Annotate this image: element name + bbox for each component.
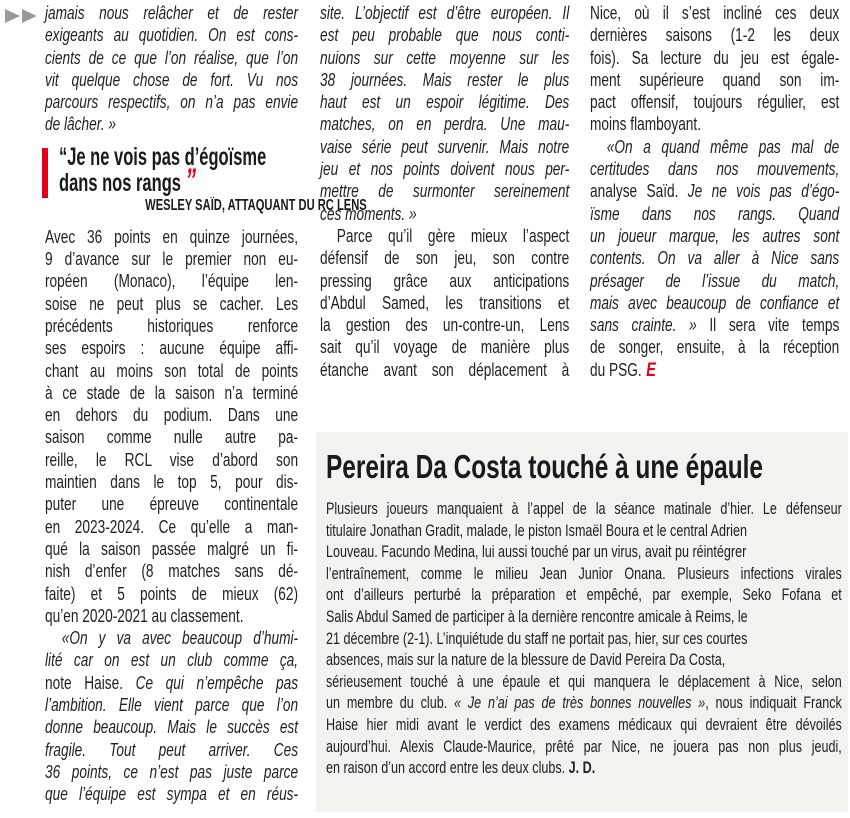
text-line bbox=[45, 560, 298, 582]
italic-text: exigeants au quotidien. On est cons- bbox=[45, 25, 299, 46]
pull-quote bbox=[45, 142, 367, 216]
text-line bbox=[326, 584, 842, 606]
text: nish d’enfer (8 matches sans dé- bbox=[45, 561, 299, 582]
italic-text: jamais nous relâcher et de rester bbox=[45, 3, 299, 23]
text: 21 décembre (2-1). L’inquiétude du staff ne portait pas, hier, sur ces courtes bbox=[326, 628, 748, 648]
text: Il sera vite temps bbox=[696, 315, 840, 336]
text-line bbox=[590, 314, 839, 336]
text-line bbox=[590, 2, 839, 24]
italic-text: vit quelque chose de fort. Vu nos bbox=[45, 69, 299, 90]
text: en 2023-2024. Ce qu’elle a man- bbox=[45, 516, 299, 537]
text-line bbox=[45, 404, 298, 426]
sidebar-box bbox=[316, 432, 848, 812]
italic-text: donne beaucoup. Mais le succès est bbox=[45, 717, 299, 738]
text: saison comme nulle autre pa- bbox=[45, 427, 299, 448]
italic-text: « Je n’ai pas de très bonnes nouvelles » bbox=[454, 693, 706, 713]
italic-text: un joueur marque, les autres sont bbox=[590, 225, 840, 246]
text: Parce qu’il gère mieux l’aspect bbox=[336, 225, 570, 246]
lequipe-e-logo-icon: E bbox=[646, 359, 656, 381]
italic-text: 36 points, ce n’est pas juste parce bbox=[45, 761, 299, 782]
text-line bbox=[45, 270, 298, 292]
text: faite) et 5 points de mieux (62) bbox=[45, 583, 299, 604]
text-line bbox=[45, 538, 298, 560]
text-line bbox=[45, 113, 298, 135]
text-line bbox=[590, 113, 839, 135]
text: précédents historiques renforce bbox=[45, 315, 299, 336]
italic-text: présager de l’issue du match, bbox=[590, 270, 840, 291]
text-line bbox=[320, 314, 569, 336]
text-line bbox=[45, 516, 298, 538]
text: pact offensif, toujours régulier, est bbox=[590, 92, 840, 113]
text: moins flamboyant. bbox=[590, 114, 702, 135]
text-line bbox=[320, 180, 569, 202]
italic-text: Je ne vois pas d’égo- bbox=[687, 181, 840, 202]
italic-text: certitudes dans nos mouvements, bbox=[590, 159, 840, 180]
text-line bbox=[590, 247, 839, 269]
text-line bbox=[45, 672, 298, 694]
text: reille, le RCL vise d’abord son bbox=[45, 449, 299, 470]
article-body-column-3 bbox=[590, 2, 839, 381]
text-line bbox=[320, 47, 569, 69]
text-line bbox=[45, 47, 298, 69]
text-line bbox=[590, 69, 839, 91]
article-body-column-1 bbox=[45, 226, 298, 806]
text-line bbox=[326, 649, 842, 671]
text-line bbox=[45, 24, 298, 46]
italic-text: Ce qui n’empêche pas bbox=[135, 672, 299, 693]
text-line bbox=[326, 541, 842, 563]
text: aujourd’hui. Alexis Claude-Maurice, prêté par Nice, ne jouera pas non plus jeudi, bbox=[326, 736, 842, 756]
italic-text: l’ambition. Elle vient parce que l’on bbox=[45, 695, 299, 716]
text-line bbox=[320, 113, 569, 135]
text: de songer, ensuite, à la réception bbox=[590, 337, 840, 358]
text-line bbox=[326, 606, 842, 628]
text-line bbox=[590, 24, 839, 46]
italic-text: 38 journées. Mais rester le plus bbox=[320, 69, 570, 90]
quote-paragraph-top bbox=[45, 2, 298, 136]
text: dernières saisons (1-2 les deux bbox=[590, 25, 840, 46]
italic-text: ïsme dans nos rangs. Quand bbox=[590, 203, 840, 224]
italic-text: contents. On va aller à Nice sans bbox=[590, 248, 840, 269]
text-line bbox=[590, 225, 839, 247]
text-line bbox=[320, 24, 569, 46]
text-line bbox=[590, 270, 839, 292]
text: en raison d’un accord entre les deux clubs. bbox=[326, 758, 569, 778]
text-line bbox=[45, 315, 298, 337]
text-line bbox=[590, 359, 839, 381]
text-line bbox=[45, 493, 298, 515]
pull-quote-author: WESLEY SAÏD, ATTAQUANT DU RC LENS bbox=[145, 196, 367, 214]
text-line bbox=[320, 91, 569, 113]
text-line bbox=[45, 226, 298, 248]
text-line bbox=[320, 2, 569, 24]
text: note Haise. bbox=[45, 672, 136, 693]
text: du PSG. bbox=[590, 359, 642, 380]
text-line bbox=[590, 158, 839, 180]
text: étanche avant son déplacement à bbox=[320, 359, 570, 380]
sidebar-box-body bbox=[326, 498, 842, 779]
text: absences, mais sur la nature de la blessure de David Pereira Da Costa, bbox=[326, 650, 726, 670]
italic-text: «On a quand même pas mal de bbox=[606, 136, 840, 157]
text-line bbox=[320, 359, 569, 381]
italic-text: «On y va avec beaucoup d’humi- bbox=[61, 628, 299, 649]
text-line bbox=[45, 248, 298, 270]
text-line bbox=[45, 426, 298, 448]
text: chant au moins son total de points bbox=[45, 360, 299, 381]
text-line bbox=[326, 671, 842, 693]
article-body-column-2 bbox=[320, 2, 569, 381]
text: titulaire Jonathan Gradit, malade, le piston Ismaël Boura et le central Adrien bbox=[326, 520, 747, 540]
text-line bbox=[320, 225, 569, 247]
italic-text: mettre de surmonter sereinement bbox=[320, 181, 570, 202]
text: la gestion des un-contre-un, Lens bbox=[320, 315, 570, 336]
text: puter une épreuve continentale bbox=[45, 494, 299, 515]
italic-text: est peu probable que nous conti- bbox=[320, 25, 570, 46]
text: d’Abdul Samed, les transitions et bbox=[320, 292, 570, 313]
bold-text: J. D. bbox=[568, 758, 596, 778]
pull-quote-text bbox=[59, 144, 303, 196]
text: Nice, où il s’est incliné ces deux bbox=[590, 3, 840, 23]
text-line bbox=[45, 761, 298, 783]
article-column-3 bbox=[590, 2, 839, 381]
text: , nous indiquait Franck bbox=[705, 693, 842, 713]
text: un membre du club. bbox=[326, 693, 455, 713]
italic-text: fragile. Tout peut arriver. Ces bbox=[45, 739, 299, 760]
italic-text: parcours respectifs, on n’a pas envie bbox=[45, 92, 299, 113]
text-line bbox=[590, 47, 839, 69]
sidebar-box-title: Pereira Da Costa touché à une épaule bbox=[326, 448, 764, 485]
pull-quote-author-row bbox=[59, 196, 367, 216]
text-line bbox=[326, 498, 842, 520]
text: Avec 36 points en quinze journées, bbox=[45, 226, 299, 247]
text-line bbox=[590, 91, 839, 113]
text-line bbox=[320, 69, 569, 91]
text-line bbox=[326, 757, 842, 779]
text-line bbox=[320, 158, 569, 180]
text: 9 d’avance sur le premier non eu- bbox=[45, 249, 299, 270]
text-line bbox=[326, 520, 842, 542]
text: qu’en 2020-2021 au classement. bbox=[45, 605, 244, 626]
text: ropéen (Monaco), l’équipe len- bbox=[45, 271, 299, 292]
italic-text: mais avec beaucoup de confiance et bbox=[590, 292, 840, 313]
text: soise ne peut plus se cacher. Les bbox=[45, 293, 299, 314]
text-line bbox=[45, 739, 298, 761]
italic-text: haut est un espoir légitime. Des bbox=[320, 92, 570, 113]
italic-text: de lâcher. » bbox=[45, 114, 116, 135]
closing-quote-marks: ” bbox=[185, 161, 193, 198]
italic-text: que l’équipe est sympa et en réus- bbox=[45, 784, 299, 805]
text-line bbox=[45, 716, 298, 738]
text: analyse Saïd. bbox=[590, 181, 688, 202]
text: ont d’ailleurs perturbé la préparation et empêché, par exemple, Seko Fofana et bbox=[326, 585, 842, 605]
text-line bbox=[45, 627, 298, 649]
double-triangle-arrow-icon bbox=[5, 9, 41, 23]
text: en dehors du podium. Dans une bbox=[45, 405, 299, 426]
article-column-1 bbox=[45, 2, 367, 806]
text-line bbox=[45, 91, 298, 113]
text-line bbox=[326, 736, 842, 758]
text-line bbox=[326, 692, 842, 714]
text: sait qu’il voyage de manière plus bbox=[320, 337, 570, 358]
text-line bbox=[590, 136, 839, 158]
italic-text: sans crainte. » bbox=[590, 315, 697, 336]
text-line bbox=[320, 136, 569, 158]
text-line bbox=[320, 270, 569, 292]
italic-text: vaise série peut survenir. Mais notre bbox=[320, 136, 570, 157]
text-line bbox=[590, 336, 839, 358]
text-line bbox=[320, 292, 569, 314]
text: l’entraînement, comme le milieu Jean Junior Onana. Plusieurs infections virales bbox=[326, 563, 842, 583]
text-line bbox=[45, 649, 298, 671]
text-line bbox=[45, 69, 298, 91]
text-line bbox=[45, 583, 298, 605]
text: ment supérieure quand son im- bbox=[590, 69, 840, 90]
text: Haise hier midi avant le verdict des examens médicaux qui devraient être dévoilés bbox=[326, 714, 842, 734]
text: Plusieurs joueurs manquaient à l’appel de la séance matinale d’hier. Le défenseur bbox=[326, 499, 842, 518]
text-line bbox=[320, 203, 569, 225]
text-line bbox=[320, 336, 569, 358]
italic-text: cients de ce que l’on réalise, que l’on bbox=[45, 47, 299, 68]
text: Salis Abdul Samed de participer à la dernière rencontre amicale à Reims, le bbox=[326, 606, 748, 626]
italic-text: nuions sur cette moyenne sur les bbox=[320, 47, 570, 68]
text-line bbox=[590, 292, 839, 314]
text-line bbox=[326, 563, 842, 585]
text: ses espoirs : aucune équipe affi- bbox=[45, 338, 299, 359]
pull-quote-bar bbox=[42, 148, 48, 198]
text: maintien dans le top 5, pour dis- bbox=[45, 472, 299, 493]
text: qué la saison passée malgré un fi- bbox=[45, 538, 299, 559]
pull-quote-words: “Je ne vois pas d’égoïsme dans nos rangs bbox=[59, 142, 267, 197]
text: à ce stade de la saison n’a terminé bbox=[45, 382, 299, 403]
italic-text: lité car on est un club comme ça, bbox=[45, 650, 299, 671]
text-line bbox=[45, 382, 298, 404]
italic-text: matches, on en perdra. Une mau- bbox=[320, 114, 570, 135]
text-line bbox=[590, 203, 839, 225]
text: Louveau. Facundo Medina, lui aussi touché par un virus, avait pu réintégrer bbox=[326, 542, 747, 562]
text-line bbox=[326, 714, 842, 736]
text-line bbox=[45, 337, 298, 359]
text: fois). Sa lecture du jeu est égale- bbox=[590, 47, 840, 68]
text-line bbox=[326, 628, 842, 650]
text-line bbox=[320, 247, 569, 269]
text: pressing grâce aux anticipations bbox=[320, 270, 570, 291]
text-line bbox=[45, 694, 298, 716]
text-line bbox=[45, 471, 298, 493]
italic-text: ces moments. » bbox=[320, 203, 417, 224]
text-line bbox=[45, 293, 298, 315]
text-line bbox=[45, 360, 298, 382]
italic-text: site. L’objectif est d’être européen. Il bbox=[320, 3, 570, 23]
text-line bbox=[45, 2, 298, 24]
article-column-2 bbox=[320, 2, 569, 381]
text-line bbox=[45, 783, 298, 805]
text-line bbox=[45, 605, 298, 627]
text: sérieusement touché à une épaule et qui manquera le déplacement à Nice, selon bbox=[326, 671, 842, 691]
italic-text: jeu et nos points doivent nous per- bbox=[320, 159, 570, 180]
text: défensif de son jeu, son contre bbox=[320, 248, 570, 269]
text-line bbox=[590, 180, 839, 202]
text-line bbox=[45, 449, 298, 471]
